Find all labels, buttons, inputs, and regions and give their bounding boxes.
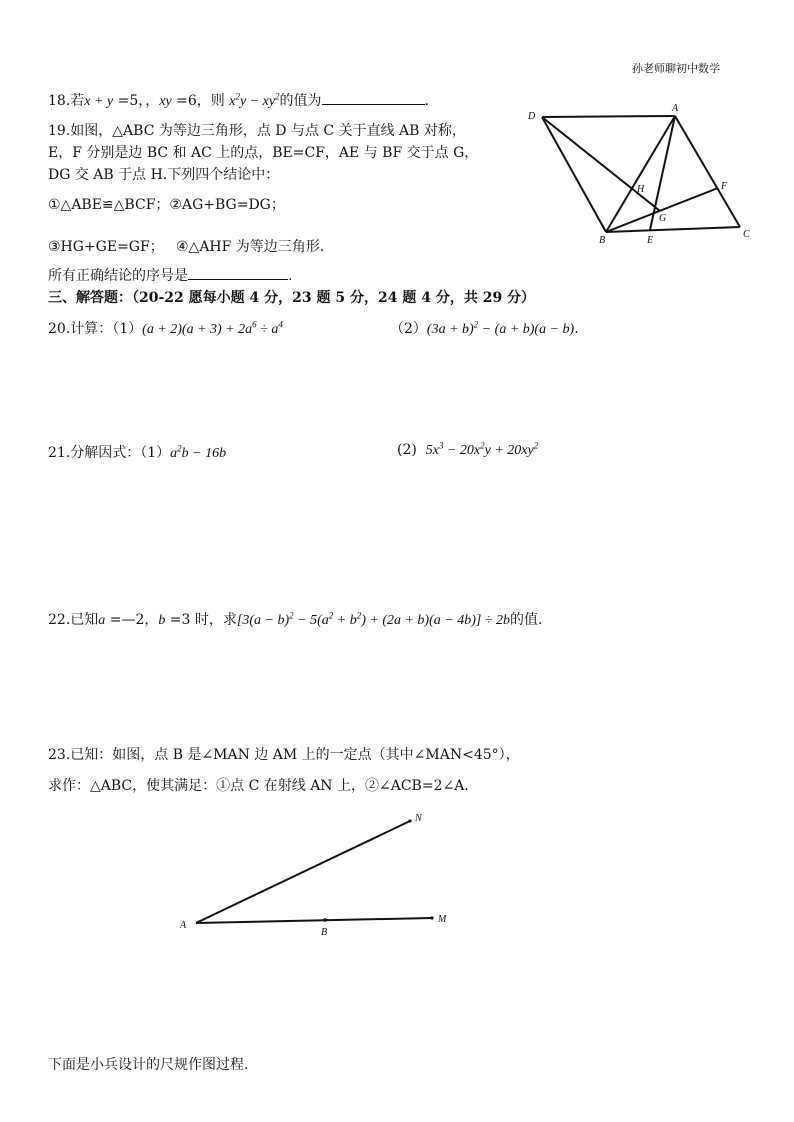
segment-DB	[542, 117, 606, 232]
label-B: B	[321, 927, 328, 938]
segment-BC	[606, 227, 740, 232]
footer-text: 下面是小兵设计的尺规作图过程.	[48, 1057, 249, 1073]
q18-expr-product: xy	[159, 94, 172, 109]
question-20-part2: $(2)(3a + b)^2 - (a + b)(a - b)$.	[390, 319, 579, 337]
segment-BF	[606, 188, 718, 232]
label-M: M	[438, 914, 447, 925]
q19-conclusion-4: ④△AHF 为等边三角形.	[176, 239, 325, 255]
ray-AM	[196, 918, 432, 923]
segment-DA	[542, 116, 675, 117]
q18-target-expr: $x^2y - xy^2$	[229, 91, 280, 109]
q20-expr-1: $(a + 2)(a + 3) + 2a^6 \div a^4$	[142, 319, 283, 337]
q18-tail: 的值为	[279, 93, 322, 109]
q18-value-product: =6，则	[171, 93, 225, 109]
source-header: 孙老师聊初中数学	[632, 62, 720, 75]
q23-line1: 23.已知：如图，点 B 是∠MAN 边 AM 上的一定点（其中∠MAN<45°），	[48, 747, 520, 763]
label-D: D	[528, 111, 536, 122]
point-M	[430, 916, 433, 919]
q21-expr-2: $5x^3 - 20x^2y + 20xy^2$	[425, 440, 539, 458]
point-B	[323, 918, 327, 922]
q19-line1: 19.如图，△ABC 为等边三角形，点 D 与点 C 关于直线 AB 对称，	[48, 123, 466, 139]
question-20-part1: 20.计算：$(1)(a + 2)(a + 3) + 2a^6 \div a^4$	[48, 319, 283, 337]
question-21-part2: (2) $5x^3 - 20x^2y + 20xy^2$	[397, 440, 539, 458]
question-21-part1: 21.分解因式：$(1)a^2b - 16b$	[48, 443, 227, 461]
label-B: B	[599, 235, 606, 246]
question-18: 18.若x + y =5，，xy =6，则 $x^2y - xy^2$的值为 .	[48, 91, 429, 109]
q19-line2: E，F 分别是边 BC 和 AC 上的点，BE=CF，AE 与 BF 交于点 G，	[48, 145, 479, 161]
segment-DG	[542, 117, 660, 211]
q23-angle-figure	[170, 805, 460, 945]
q19-conclusion-3: ③HG+GE=GF；	[48, 239, 164, 255]
segment-AC	[675, 116, 740, 227]
q23-line2: 求作：△ABC，使其满足：①点 C 在射线 AN 上，②∠ACB=2∠A.	[48, 778, 469, 794]
label-A: A	[672, 103, 679, 114]
label-A: A	[180, 920, 187, 931]
q19-triangle-figure	[520, 100, 760, 250]
ray-AN	[196, 821, 410, 923]
q19-line3: DG 交 AB 于点 H.下列四个结论中：	[48, 167, 280, 183]
label-C: C	[743, 229, 750, 240]
label-N: N	[415, 813, 422, 824]
q18-answer-blank[interactable]	[322, 90, 425, 105]
q22-expr: $[3(a - b)^2 - 5(a^2 + b^2) + (2a + b)(a - 4b)] \div 2b$	[236, 610, 510, 628]
q18-value-sum: =5，，	[113, 93, 160, 109]
q19-ask: 所有正确结论的序号是 .	[48, 265, 292, 285]
q18-number: 18.若	[48, 93, 85, 109]
q18-expr-sum: x + y	[84, 94, 114, 109]
q19-answer-blank[interactable]	[188, 265, 288, 280]
label-E: E	[647, 235, 654, 246]
question-22: 22.已知a =—2，b =3 时，求$[3(a - b)^2 - 5(a^2 + b^2) + (2a + b)(a - 4b)] \div 2b$的值.	[48, 610, 543, 628]
label-H: H	[637, 184, 645, 195]
label-G: G	[659, 213, 667, 224]
label-F: F	[721, 181, 728, 192]
q20-expr-2: $(3a + b)^2 - (a + b)(a - b)$	[426, 319, 575, 337]
q21-expr-1: $a^2b - 16b$	[170, 443, 227, 461]
q19-conclusions-1-2: ①△ABE≌△BCF；②AG+BG=DG；	[48, 197, 285, 213]
section-3-title: 三、解答题：（20-22 愿每小题 4 分，23 题 5 分，24 题 4 分，共 29 分）	[48, 290, 536, 306]
point-N	[408, 819, 411, 822]
